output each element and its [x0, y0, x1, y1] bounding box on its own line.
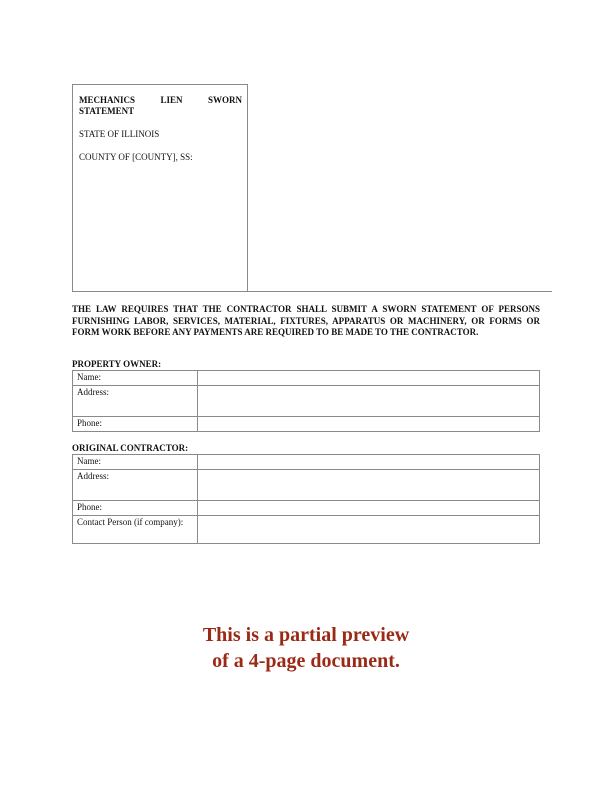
table-row [73, 501, 540, 516]
contact-person-label: Contact Person (if company): [73, 516, 198, 544]
preview-notice-line-2: of a 4-page document. [212, 650, 400, 672]
preview-notice-line-1: This is a partial preview [202, 624, 410, 646]
table-row [73, 371, 540, 386]
table-row [73, 455, 540, 470]
county-line: COUNTY OF [COUNTY], SS: [79, 152, 193, 162]
table-row [73, 470, 540, 501]
owner-address-field[interactable] [198, 386, 540, 417]
contractor-name-label: Name: [73, 455, 198, 470]
contractor-phone-label: Phone: [73, 501, 198, 516]
owner-name-label: Name: [73, 371, 198, 386]
property-owner-table [72, 370, 540, 432]
contractor-name-field[interactable] [198, 455, 540, 470]
contact-person-field[interactable] [198, 516, 540, 544]
owner-phone-label: Phone: [73, 417, 198, 432]
contractor-address-field[interactable] [198, 470, 540, 501]
header-box [72, 84, 248, 292]
property-owner-heading: PROPERTY OWNER: [72, 359, 162, 369]
header-divider [248, 291, 552, 292]
contractor-phone-field[interactable] [198, 501, 540, 516]
original-contractor-table [72, 454, 540, 544]
table-row [73, 386, 540, 417]
contractor-address-label: Address: [73, 470, 198, 501]
owner-address-label: Address: [73, 386, 198, 417]
owner-phone-field[interactable] [198, 417, 540, 432]
original-contractor-heading: ORIGINAL CONTRACTOR: [72, 443, 189, 453]
table-row [73, 417, 540, 432]
table-row [73, 516, 540, 544]
state-line: STATE OF ILLINOIS [79, 129, 160, 139]
document-title: MECHANICS LIEN SWORN STATEMENT [79, 95, 242, 116]
partial-preview-notice [0, 622, 612, 674]
law-notice: THE LAW REQUIRES THAT THE CONTRACTOR SHALL SUBMIT A SWORN STATEMENT OF PERSONS FURNISHING LABOR, SERVICES, MATERIAL, FIXTURES, APPARATUS OR MACHINERY, OR FORMS OR FORM WORK BEFORE ANY PAYMENTS ARE REQUIRED TO BE MADE TO THE CONTRACTOR. [72, 304, 540, 337]
owner-name-field[interactable] [198, 371, 540, 386]
